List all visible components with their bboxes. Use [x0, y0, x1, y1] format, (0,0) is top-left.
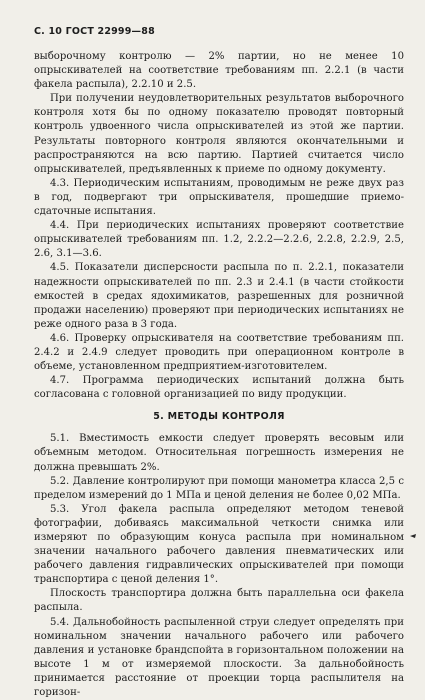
- margin-mark-icon: [410, 534, 416, 538]
- paragraph-sampling: выборочному контролю — 2% партии, но не менее 10 опрыскивателей на соответствие требованиям пп. 2.2.1 (в части факела распыла), 2.2.10 и 2.5.: [34, 51, 404, 91]
- paragraph-4-4: 4.4. При периодических испытаниях проверяют соответствие опрыскивателей требованиям пп. 1.2, 2.2.2—2.2.6, 2.2.8, 2.2.9, 2.5, 2.6, 3.1—3.6.: [34, 220, 404, 260]
- paragraph-repeat-control: При получении неудовлетворительных результатов выборочного контроля хотя бы по одному показателю проводят повторный контроль удвоенного числа опрыскивателей из этой же партии. Результаты повторного контроля являются окончательными и распространяются на всю партию. Партией считается число опрыскивателей, предъявленных к приеме по одному документу.: [34, 93, 404, 175]
- paragraph-4-7: 4.7. Программа периодических испытаний должна быть согласована с головной организацией по виду продукции.: [34, 375, 404, 401]
- paragraph-4-6: 4.6. Проверку опрыскивателя на соответствие требованиям пп. 2.4.2 и 2.4.9 следует проводить при операционном контроле в объеме, установленном предприятием-изготовителем.: [34, 332, 404, 373]
- section-title: 5. МЕТОДЫ КОНТРОЛЯ: [153, 411, 285, 423]
- paragraph-5-3: 5.3. Угол факела распыла определяют методом теневой фотографии, добиваясь максимальной четкости снимка или измеряют по образующим конуса распыла при номинальном значении начального рабочего давления пневматических или рабочего давления гидравлических опрыскивателей при помощи транспортира с ценой деления 1°.: [34, 503, 404, 586]
- paragraph-protractor: Плоскость транспортира должна быть параллельна оси факела распыла.: [34, 588, 404, 614]
- paragraph-5-1: 5.1. Вместимость емкости следует проверять весовым или объемным методом. Относительная погрешность измерения не должна превышать 2%.: [34, 433, 404, 473]
- page-header: С. 10 ГОСТ 22999—88: [34, 26, 155, 37]
- document-body: [34, 50, 404, 700]
- paragraph-4-3: 4.3. Периодическим испытаниям, проводимым не реже двух раз в год, подвергают три опрыскивателя, прошедшие приемо-сдаточные испытания.: [34, 177, 404, 218]
- paragraph-4-5: 4.5. Показатели дисперсности распыла по п. 2.2.1, показатели надежности опрыскивателей по пп. 2.3 и 2.4.1 (в части стойкости емкостей в средах ядохимикатов, разрешенных для розничной продажи населению) проверяют при периодических испытаниях не реже одного раза в 3 года.: [34, 262, 404, 330]
- paragraph-5-4: 5.4. Дальнобойность распыленной струи следует определять при номинальном значении начального рабочего или рабочего давления и установке брандспойта в горизонтальном положении на высоте 1 м от измеряемой плоскости. За дальнобойность принимается расстояние от проекции торца распылителя на горизон-: [34, 616, 404, 699]
- paragraph-5-2: 5.2. Давление контролируют при помощи манометра класса 2,5 с пределом измерений до 1 МПа и ценой деления не более 0,02 МПа.: [34, 475, 404, 501]
